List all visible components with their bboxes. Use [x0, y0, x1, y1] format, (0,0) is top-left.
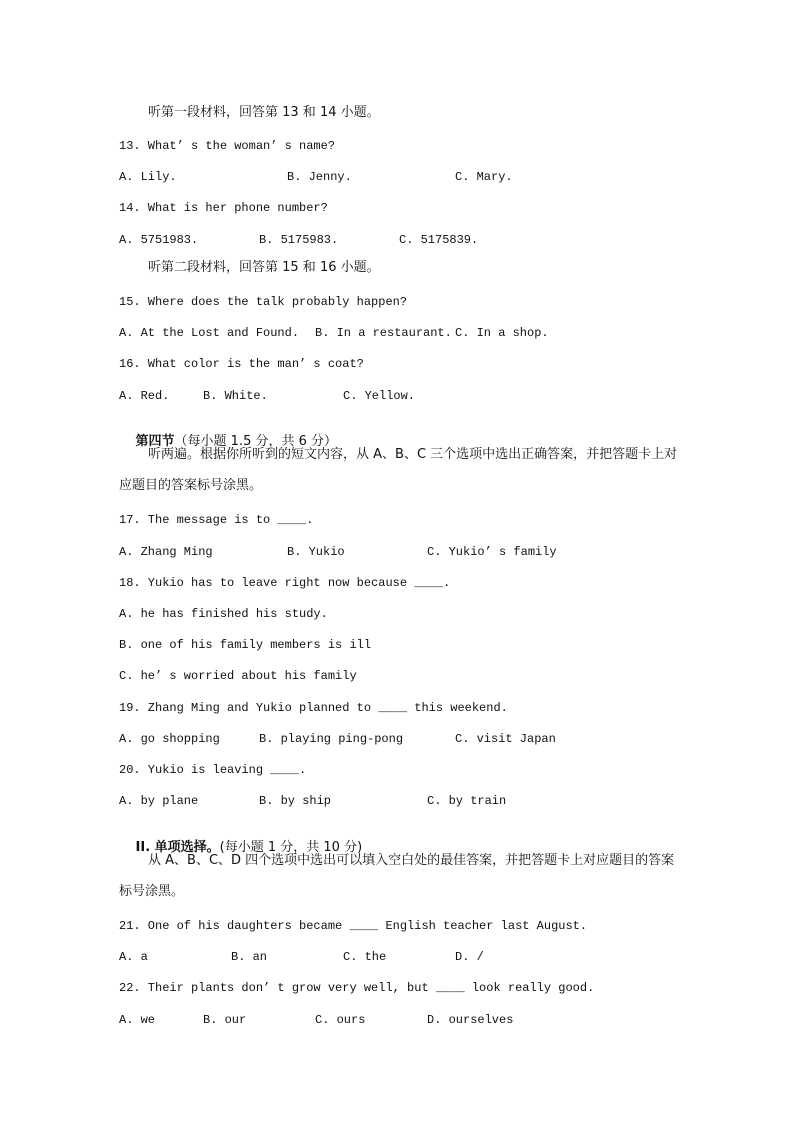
question-19-option-b: B. playing ping-pong — [259, 732, 404, 746]
question-17-option-a: A. Zhang Ming — [119, 545, 213, 559]
question-21-option-a: A. a — [119, 950, 148, 964]
question-17-option-c: C. Yukio’ s family — [427, 545, 557, 559]
question-18-option-c: C. he’ s worried about his family — [119, 669, 357, 683]
section4-instructions: 听两遍。根据你所听到的短文内容，从 A、B、C 三个选项中选出正确答案，并把答题卡上对应题目的答案标号涂黑。 — [119, 447, 678, 493]
part2-title: II. 单项选择。 — [135, 840, 220, 855]
section4-scoring-note: （每小题 1.5 分，共 6 分） — [174, 434, 338, 449]
question-15-option-a: A. At the Lost and Found. — [119, 326, 300, 340]
part2-instructions: 从 A、B、C、D 四个选项中选出可以填入空白处的最佳答案，并把答题卡上对应题目的答案标号涂黑。 — [119, 853, 675, 899]
part2-scoring-note: (每小题 1 分，共 10 分) — [219, 840, 363, 855]
question-22-stem: 22. Their plants don’ t grow very well, but ____ look really good. — [119, 981, 595, 995]
question-18-option-b: B. one of his family members is ill — [119, 638, 372, 652]
question-22-option-a: A. we — [119, 1013, 156, 1027]
question-20-option-c: C. by train — [427, 794, 507, 808]
question-17-stem: 17. The message is to ____. — [119, 513, 314, 527]
question-20-option-b: B. by ship — [259, 794, 332, 808]
question-22-option-c: C. ours — [315, 1013, 366, 1027]
question-16-option-a: A. Red. — [119, 389, 170, 403]
question-17-option-b: B. Yukio — [287, 545, 345, 559]
question-21-stem: 21. One of his daughters became ____ English teacher last August. — [119, 919, 588, 933]
question-13-option-c: C. Mary. — [455, 170, 513, 184]
question-13-stem: 13. What’ s the woman’ s name? — [119, 139, 336, 153]
question-15-option-c: C. In a shop. — [455, 326, 549, 340]
question-14-option-b: B. 5175983. — [259, 233, 339, 247]
question-20-stem: 20. Yukio is leaving ____. — [119, 763, 307, 777]
question-20-option-a: A. by plane — [119, 794, 199, 808]
question-18-option-a: A. he has finished his study. — [119, 607, 328, 621]
question-15-stem: 15. Where does the talk probably happen? — [119, 295, 408, 309]
question-16-option-b: B. White. — [203, 389, 268, 403]
question-21-option-c: C. the — [343, 950, 387, 964]
section4-title: 第四节 — [135, 434, 175, 449]
question-19-stem: 19. Zhang Ming and Yukio planned to ____ this weekend. — [119, 701, 508, 715]
question-14-option-a: A. 5751983. — [119, 233, 199, 247]
question-21-option-d: D. / — [455, 950, 484, 964]
question-22-option-b: B. our — [203, 1013, 247, 1027]
question-14-option-c: C. 5175839. — [399, 233, 479, 247]
question-22-option-d: D. ourselves — [427, 1013, 514, 1027]
section3-part1-intro: 听第一段材料，回答第 13 和 14 小题。 — [148, 105, 380, 120]
question-13-option-b: B. Jenny. — [287, 170, 352, 184]
question-13-option-a: A. Lily. — [119, 170, 177, 184]
question-14-stem: 14. What is her phone number? — [119, 201, 328, 215]
question-16-stem: 16. What color is the man’ s coat? — [119, 357, 364, 371]
question-19-option-c: C. visit Japan — [455, 732, 556, 746]
question-18-stem: 18. Yukio has to leave right now because ____. — [119, 576, 451, 590]
question-15-option-b: B. In a restaurant. — [315, 326, 452, 340]
question-16-option-c: C. Yellow. — [343, 389, 416, 403]
question-21-option-b: B. an — [231, 950, 268, 964]
question-19-option-a: A. go shopping — [119, 732, 220, 746]
section3-part2-intro: 听第二段材料，回答第 15 和 16 小题。 — [148, 260, 380, 275]
